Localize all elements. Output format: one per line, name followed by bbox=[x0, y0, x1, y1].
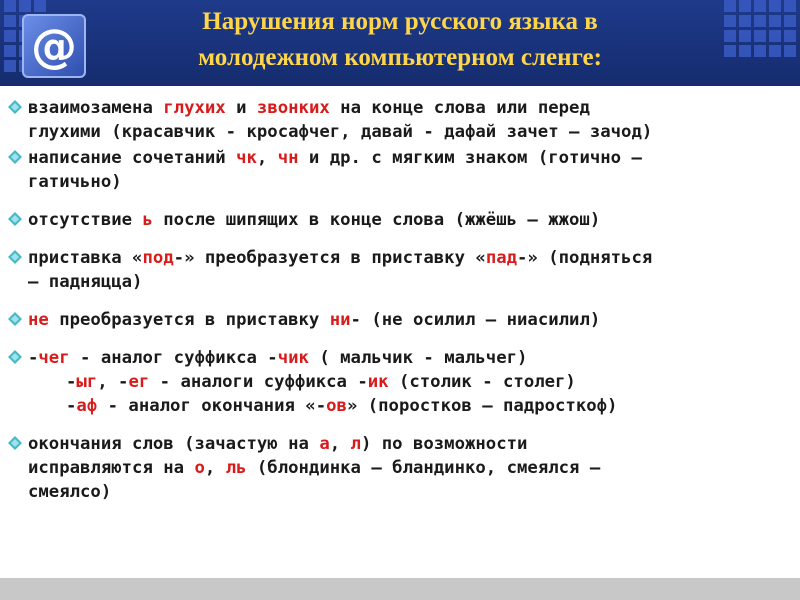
text-segment: преобразуется в приставку bbox=[48, 310, 330, 330]
text-segment: взаимозамена bbox=[28, 98, 164, 118]
text-segment: -» (подняться bbox=[517, 248, 653, 268]
text-segment: исправляются на bbox=[28, 458, 195, 478]
text-segment: написание сочетаний bbox=[28, 148, 237, 168]
list-item-line bbox=[28, 270, 790, 294]
highlighted-text: ль bbox=[225, 458, 247, 478]
highlighted-text: звонких bbox=[256, 98, 330, 118]
text-segment: смеялсо) bbox=[28, 482, 112, 502]
highlighted-text: чик bbox=[277, 348, 309, 368]
highlighted-text: о bbox=[194, 458, 205, 478]
slide-title bbox=[100, 4, 700, 76]
text-segment: , - bbox=[97, 372, 129, 392]
text-segment: ) по возможности bbox=[360, 434, 528, 454]
text-segment: приставка « bbox=[28, 248, 143, 268]
list-item bbox=[6, 208, 790, 232]
slide-title-line-1: Нарушения норм русского языка в bbox=[202, 8, 598, 35]
decorative-grid-right bbox=[724, 0, 796, 57]
diamond-bullet-icon bbox=[8, 100, 22, 114]
highlighted-text: ыг bbox=[76, 372, 98, 392]
text-segment: и bbox=[225, 98, 257, 118]
list-item-line bbox=[28, 96, 790, 120]
list-item-line bbox=[28, 480, 790, 504]
text-segment: - (не осилил – ниасилил) bbox=[350, 310, 601, 330]
diamond-bullet-icon bbox=[8, 250, 22, 264]
list-item-line bbox=[28, 394, 790, 418]
slide-title-line-2: молодежном компьютерном сленге: bbox=[198, 44, 602, 71]
text-segment: - аналог окончания «- bbox=[97, 396, 327, 416]
text-segment: и др. с мягким знаком (готично – bbox=[298, 148, 642, 168]
text-segment: - аналог суффикса - bbox=[69, 348, 278, 368]
list-item-line bbox=[28, 370, 790, 394]
text-segment: гатичьно) bbox=[28, 172, 122, 192]
list-item bbox=[6, 146, 790, 194]
text-segment: (столик - столег) bbox=[388, 372, 576, 392]
text-segment: , bbox=[329, 434, 351, 454]
text-segment: - bbox=[66, 396, 77, 416]
highlighted-text: ик bbox=[367, 372, 389, 392]
header-banner bbox=[0, 0, 800, 86]
list-item-line bbox=[28, 308, 790, 332]
list-item bbox=[6, 246, 790, 294]
text-segment: -» преобразуется в приставку « bbox=[173, 248, 486, 268]
logo-glyph: @ bbox=[31, 19, 77, 73]
text-segment: (блондинка – бландинко, смеялся – bbox=[246, 458, 601, 478]
highlighted-text: чк bbox=[236, 148, 257, 168]
text-segment: отсутствие bbox=[28, 210, 143, 230]
list-item bbox=[6, 346, 790, 418]
text-segment: на конце слова или перед bbox=[329, 98, 590, 118]
diamond-bullet-icon bbox=[8, 350, 22, 364]
highlighted-text: глухих bbox=[163, 98, 226, 118]
diamond-bullet-icon bbox=[8, 212, 22, 226]
text-segment: глухими (красавчик - кросафчег, давай - дафай зачет – зачод) bbox=[28, 122, 653, 142]
list-item-line bbox=[28, 456, 790, 480]
highlighted-text: л bbox=[350, 434, 361, 454]
highlighted-text: ег bbox=[128, 372, 150, 392]
text-segment: , bbox=[204, 458, 226, 478]
text-segment: ( мальчик - мальчег) bbox=[308, 348, 528, 368]
text-segment: » (поростков – падросткоф) bbox=[346, 396, 618, 416]
list-item-line bbox=[28, 120, 790, 144]
list-item-line bbox=[28, 146, 790, 170]
list-item-line bbox=[28, 432, 790, 456]
text-segment: - bbox=[66, 372, 77, 392]
at-sign-icon bbox=[22, 14, 86, 78]
diamond-bullet-icon bbox=[8, 150, 22, 164]
diamond-bullet-icon bbox=[8, 312, 22, 326]
highlighted-text: под bbox=[142, 248, 174, 268]
text-segment: - аналоги суффикса - bbox=[149, 372, 368, 392]
highlighted-text: аф bbox=[76, 396, 98, 416]
list-item bbox=[6, 432, 790, 504]
list-item-line bbox=[28, 246, 790, 270]
footer-bar bbox=[0, 578, 800, 600]
bullet-list bbox=[6, 96, 790, 504]
highlighted-text: не bbox=[28, 310, 49, 330]
text-segment: окончания слов (зачастую на bbox=[28, 434, 320, 454]
highlighted-text: ов bbox=[326, 396, 347, 416]
highlighted-text: чег bbox=[38, 348, 70, 368]
text-segment: после шипящих в конце слова (жжёшь – жжош) bbox=[152, 210, 601, 230]
diamond-bullet-icon bbox=[8, 436, 22, 450]
text-segment: – падняцца) bbox=[28, 272, 143, 292]
list-item-line bbox=[28, 208, 790, 232]
list-item-line bbox=[28, 346, 790, 370]
highlighted-text: чн bbox=[277, 148, 299, 168]
highlighted-text: а bbox=[319, 434, 330, 454]
text-segment: , bbox=[256, 148, 278, 168]
list-item bbox=[6, 308, 790, 332]
list-item bbox=[6, 96, 790, 144]
highlighted-text: ни bbox=[329, 310, 351, 330]
highlighted-text: ь bbox=[142, 210, 153, 230]
text-segment: - bbox=[28, 348, 39, 368]
highlighted-text: пад bbox=[485, 248, 518, 268]
list-item-line bbox=[28, 170, 790, 194]
